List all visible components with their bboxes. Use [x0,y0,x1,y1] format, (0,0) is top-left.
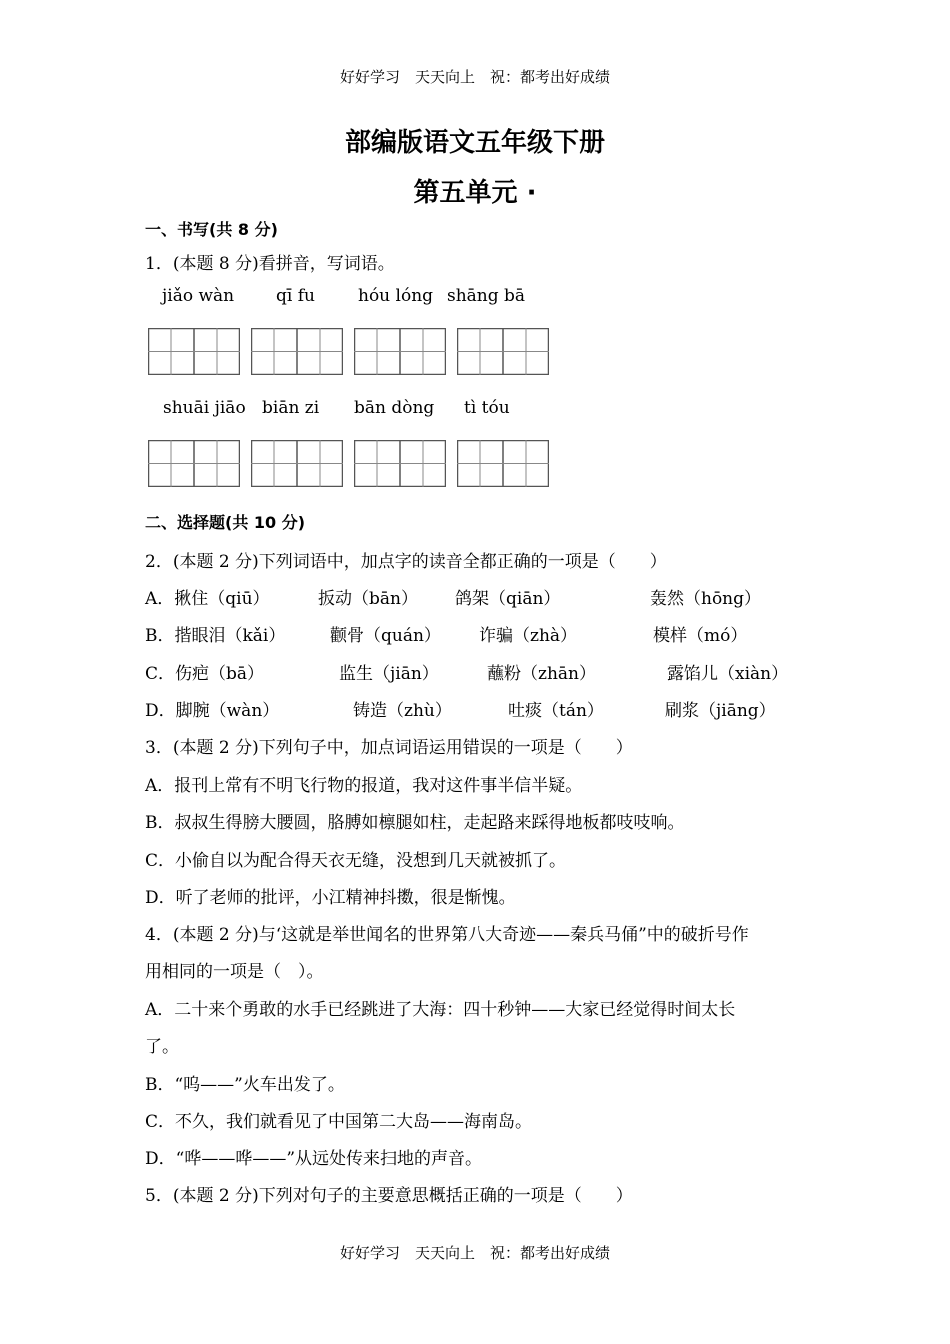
question-4-stem-line1: 4．(本题 2 分)与‘这就是举世闻名的世界第八大奇迹——秦兵马俑”中的破折号作 [145,925,749,945]
q4-option-a-line1: A．二十来个勇敢的水手已经跳进了大海：四十秒钟——大家已经觉得时间太长 [145,1000,736,1020]
page-header: 好好学习 天天向上 祝：都考出好成绩 [339,68,610,86]
q4-option-a-line2: 了。 [145,1037,179,1057]
q3-option-d: D．听了老师的批评，小江精神抖擞，很是惭愧。 [145,888,516,908]
q2-option-a-4: 轰然（hōng） [650,589,762,609]
q3-option-b: B．叔叔生得膀大腰圆，胳膊如檩腿如柱，走起路来踩得地板都吱吱响。 [145,813,685,833]
page-subtitle: 第五单元 · [413,178,537,208]
q2-option-d-3: 吐痰（tán） [508,701,604,721]
pinyin-2: qī fu [276,286,315,306]
q2-option-d-1: D．脚腕（wàn） [145,701,280,721]
writing-grid-8[interactable] [457,440,549,487]
writing-grid-5[interactable] [148,440,240,487]
question-5-stem: 5．(本题 2 分)下列对句子的主要意思概括正确的一项是（ ） [145,1186,633,1206]
pinyin-4: shāng bā [447,286,526,306]
pinyin-5: shuāi jiāo [163,398,246,418]
question-4-stem-line2: 用相同的一项是（ ）。 [145,962,324,982]
q4-option-c: C．不久，我们就看见了中国第二大岛——海南岛。 [145,1112,533,1132]
question-2-stem: 2．(本题 2 分)下列词语中，加点字的读音全都正确的一项是（ ） [145,552,667,572]
q3-option-c: C．小偷自以为配合得天衣无缝，没想到几天就被抓了。 [145,851,567,871]
q2-option-d-2: 铸造（zhù） [353,701,452,721]
q4-option-d: D．“哗——哗——”从远处传来扫地的声音。 [145,1149,483,1169]
question-3-stem: 3．(本题 2 分)下列句子中，加点词语运用错误的一项是（ ） [145,738,633,758]
q2-option-a-2: 扳动（bān） [318,589,418,609]
q2-option-c-4: 露馅儿（xiàn） [667,664,789,684]
writing-grid-2[interactable] [251,328,343,375]
q2-option-a-1: A．揪住（qiū） [145,589,270,609]
q3-option-a: A．报刊上常有不明飞行物的报道，我对这件事半信半疑。 [145,776,583,796]
writing-grid-4[interactable] [457,328,549,375]
writing-grid-6[interactable] [251,440,343,487]
section1-heading: 一、书写(共 8 分) [145,220,278,239]
section2-heading: 二、选择题(共 10 分) [145,513,306,532]
writing-grid-3[interactable] [354,328,446,375]
writing-grid-7[interactable] [354,440,446,487]
pinyin-7: bān dòng [354,398,435,418]
pinyin-3: hóu lóng [358,286,434,306]
q2-option-c-3: 蘸粉（zhān） [487,664,596,684]
pinyin-1: jiǎo wàn [162,286,235,306]
pinyin-6: biān zi [262,398,320,418]
page-title: 部编版语文五年级下册 [344,128,605,158]
q2-option-b-2: 颧骨（quán） [330,626,441,646]
q4-option-b: B．“呜——”火车出发了。 [145,1075,345,1095]
q2-option-a-3: 鸽架（qiān） [455,589,561,609]
q2-option-c-2: 监生（jiān） [339,664,439,684]
q2-option-b-1: B．揩眼泪（kǎi） [145,626,286,646]
question-1-stem: 1．(本题 8 分)看拼音，写词语。 [145,254,395,274]
q2-option-d-4: 刷浆（jiāng） [665,701,776,721]
q2-option-b-4: 模样（mó） [653,626,748,646]
pinyin-8: tì tóu [464,398,510,418]
q2-option-b-3: 诈骗（zhà） [479,626,578,646]
writing-grid-1[interactable] [148,328,240,375]
page-footer: 好好学习 天天向上 祝：都考出好成绩 [339,1244,610,1262]
q2-option-c-1: C．伤疤（bā） [145,664,265,684]
